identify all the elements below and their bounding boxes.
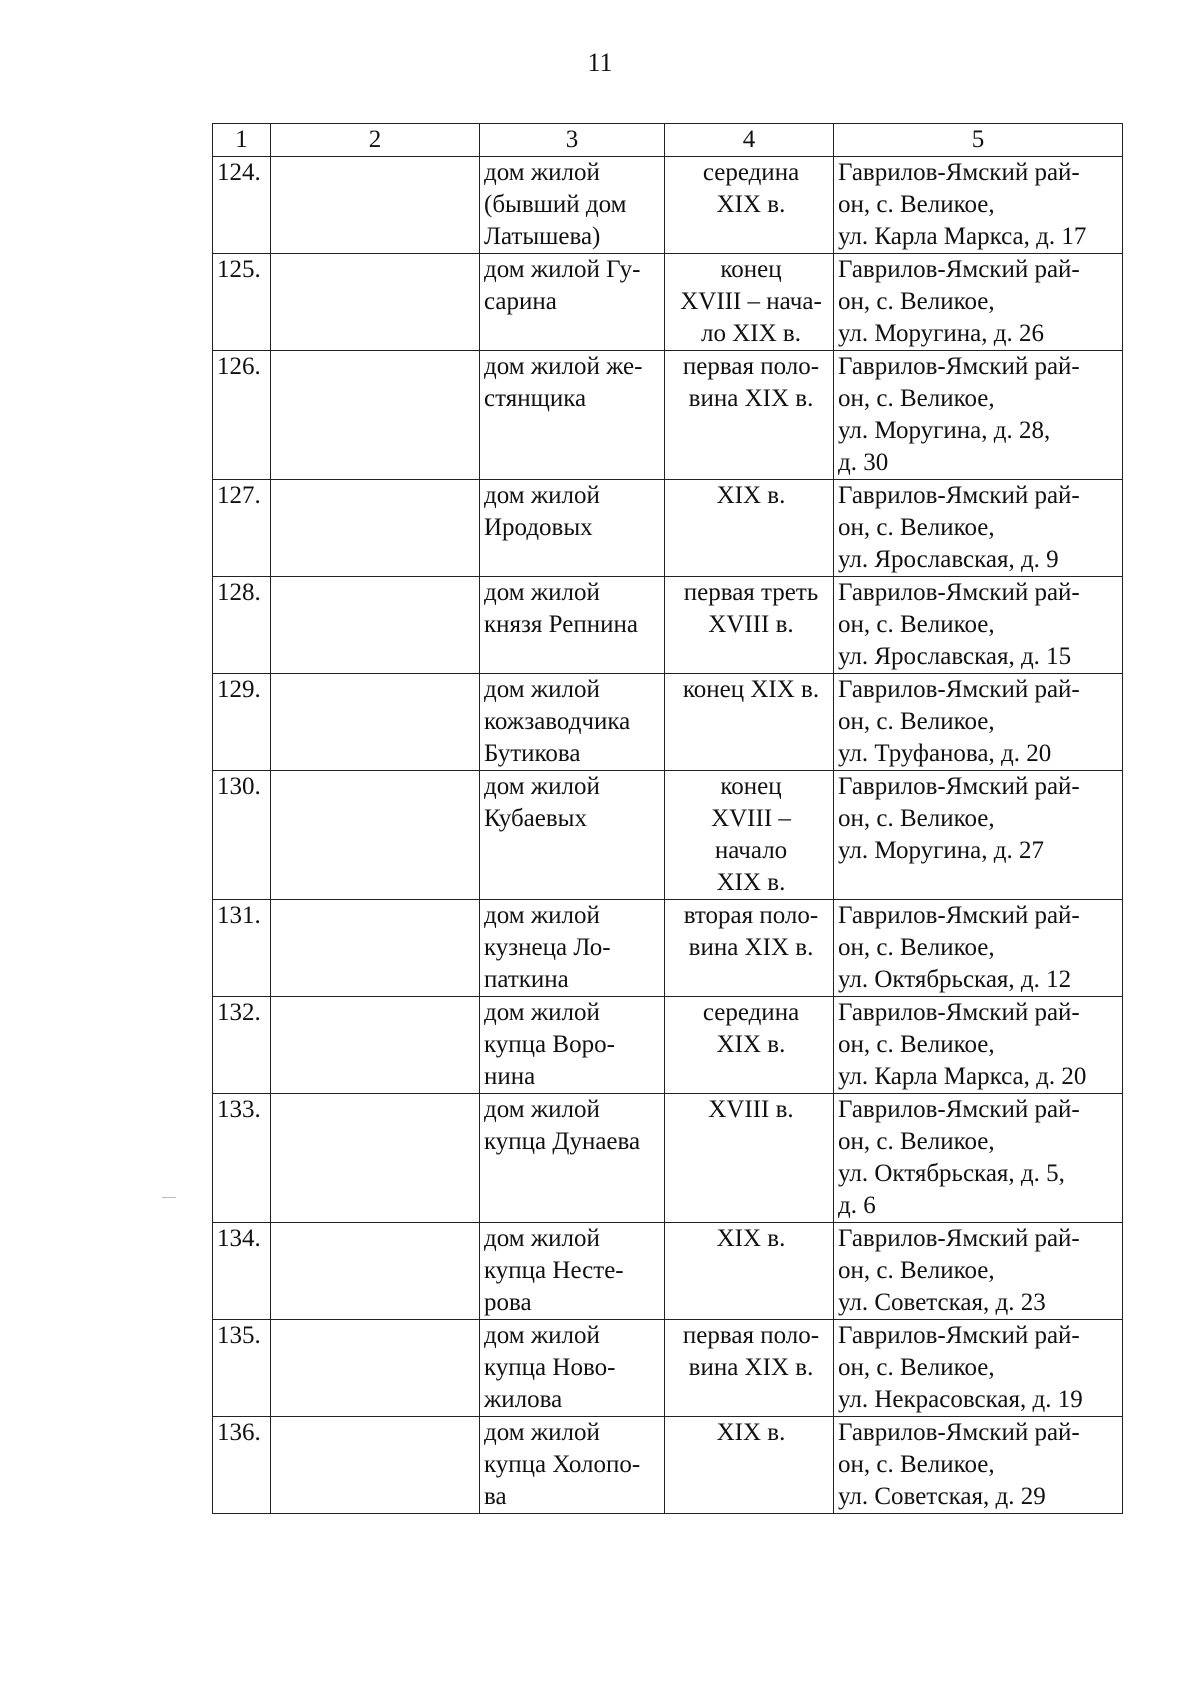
address-cell bbox=[834, 254, 1123, 351]
dating-line: XIX в. bbox=[716, 1225, 786, 1252]
row-number-cell: 136. bbox=[213, 1417, 271, 1514]
object-name-line: дом жилой bbox=[484, 773, 600, 800]
object-name-line: дом жилой bbox=[484, 676, 600, 703]
row-number-cell: 124. bbox=[213, 157, 271, 254]
object-name-line: сарина bbox=[484, 288, 557, 315]
object-category-cell bbox=[271, 1094, 480, 1223]
address-line: Гаврилов-Ямский рай- bbox=[838, 353, 1080, 380]
object-name-line: дом жилой bbox=[484, 1419, 600, 1446]
heritage-registry-table bbox=[212, 123, 1123, 1514]
object-name-cell bbox=[480, 900, 665, 997]
table-row bbox=[213, 674, 1123, 771]
dating-line: первая поло- bbox=[682, 1322, 820, 1349]
dating-cell bbox=[665, 577, 834, 674]
address-cell bbox=[834, 1094, 1123, 1223]
object-name-line: Латышева) bbox=[484, 223, 601, 250]
address-line: ул. Советская, д. 23 bbox=[838, 1289, 1046, 1316]
address-line: Гаврилов-Ямский рай- bbox=[838, 579, 1080, 606]
object-category-cell bbox=[271, 157, 480, 254]
table-row bbox=[213, 1223, 1123, 1320]
object-name-line: купца Ново- bbox=[484, 1354, 616, 1381]
object-name-cell bbox=[480, 771, 665, 900]
object-category-cell bbox=[271, 480, 480, 577]
address-cell bbox=[834, 1417, 1123, 1514]
address-line: Гаврилов-Ямский рай- bbox=[838, 1322, 1080, 1349]
table-row bbox=[213, 254, 1123, 351]
object-name-line: жилова bbox=[484, 1386, 563, 1413]
object-name-line: дом жилой Гу- bbox=[484, 256, 641, 283]
scan-margin-mark bbox=[162, 1197, 176, 1198]
address-line: ул. Моругина, д. 28, bbox=[838, 417, 1051, 444]
object-name-line: дом жилой bbox=[484, 1096, 600, 1123]
object-name-line: купца Холопо- bbox=[484, 1451, 641, 1478]
object-name-line: Иродовых bbox=[484, 514, 593, 541]
dating-cell bbox=[665, 1094, 834, 1223]
address-line: ул. Октябрьская, д. 5, bbox=[838, 1160, 1065, 1187]
dating-line: XVIII – bbox=[711, 805, 791, 832]
dating-line: XIX в. bbox=[716, 869, 786, 896]
row-number-cell: 127. bbox=[213, 480, 271, 577]
object-category-cell bbox=[271, 771, 480, 900]
address-line: Гаврилов-Ямский рай- bbox=[838, 902, 1080, 929]
address-line: Гаврилов-Ямский рай- bbox=[838, 482, 1080, 509]
object-name-cell bbox=[480, 480, 665, 577]
column-header-3: 3 bbox=[480, 124, 665, 157]
object-name-line: дом жилой bbox=[484, 1322, 600, 1349]
address-line: ул. Моругина, д. 26 bbox=[838, 320, 1044, 347]
object-category-cell bbox=[271, 351, 480, 480]
dating-line: конец bbox=[720, 256, 782, 283]
object-name-line: дом жилой bbox=[484, 159, 600, 186]
object-name-line: дом жилой bbox=[484, 579, 600, 606]
object-name-line: паткина bbox=[484, 966, 569, 993]
address-line: Гаврилов-Ямский рай- bbox=[838, 773, 1080, 800]
table-row bbox=[213, 1094, 1123, 1223]
address-line: ул. Октябрьская, д. 12 bbox=[838, 966, 1072, 993]
column-header-1: 1 bbox=[213, 124, 271, 157]
table-row bbox=[213, 1417, 1123, 1514]
dating-cell bbox=[665, 771, 834, 900]
dating-line: XIX в. bbox=[716, 1031, 786, 1058]
dating-line: XIX в. bbox=[716, 482, 786, 509]
dating-cell bbox=[665, 351, 834, 480]
address-line: д. 30 bbox=[838, 449, 889, 476]
address-line: д. 6 bbox=[838, 1192, 876, 1219]
dating-cell bbox=[665, 157, 834, 254]
dating-line: XVIII – нача- bbox=[680, 288, 822, 315]
address-cell bbox=[834, 577, 1123, 674]
address-cell bbox=[834, 157, 1123, 254]
row-number-cell: 128. bbox=[213, 577, 271, 674]
address-line: он, с. Великое, bbox=[838, 934, 995, 961]
object-name-line: рова bbox=[484, 1289, 532, 1316]
object-name-line: дом жилой же- bbox=[484, 353, 643, 380]
address-cell bbox=[834, 480, 1123, 577]
object-name-line: нина bbox=[484, 1063, 536, 1090]
address-line: ул. Советская, д. 29 bbox=[838, 1483, 1046, 1510]
object-name-line: кузнеца Ло- bbox=[484, 934, 611, 961]
row-number-cell: 131. bbox=[213, 900, 271, 997]
object-name-line: купца Дунаева bbox=[484, 1128, 641, 1155]
object-name-line: ва bbox=[484, 1483, 507, 1510]
address-line: ул. Ярославская, д. 9 bbox=[838, 546, 1059, 573]
address-line: он, с. Великое, bbox=[838, 708, 995, 735]
row-number-cell: 134. bbox=[213, 1223, 271, 1320]
dating-line: XVIII в. bbox=[708, 1096, 794, 1123]
column-header-2: 2 bbox=[271, 124, 480, 157]
dating-cell bbox=[665, 997, 834, 1094]
dating-line: вина XIX в. bbox=[688, 1354, 814, 1381]
row-number-cell: 135. bbox=[213, 1320, 271, 1417]
table-row bbox=[213, 577, 1123, 674]
address-line: ул. Ярославская, д. 15 bbox=[838, 643, 1072, 670]
row-number-cell: 125. bbox=[213, 254, 271, 351]
object-name-line: князя Репнина bbox=[484, 611, 638, 638]
table-row bbox=[213, 157, 1123, 254]
object-name-line: дом жилой bbox=[484, 902, 600, 929]
row-number-cell: 133. bbox=[213, 1094, 271, 1223]
address-line: он, с. Великое, bbox=[838, 514, 995, 541]
dating-cell bbox=[665, 254, 834, 351]
object-category-cell bbox=[271, 1320, 480, 1417]
object-name-line: купца Несте- bbox=[484, 1257, 624, 1284]
address-line: он, с. Великое, bbox=[838, 385, 995, 412]
address-line: он, с. Великое, bbox=[838, 1128, 995, 1155]
address-line: он, с. Великое, bbox=[838, 1354, 995, 1381]
object-name-cell bbox=[480, 1223, 665, 1320]
dating-line: середина bbox=[702, 999, 800, 1026]
dating-cell bbox=[665, 1223, 834, 1320]
column-header-5: 5 bbox=[834, 124, 1123, 157]
dating-cell bbox=[665, 1417, 834, 1514]
registry-rows bbox=[213, 157, 1123, 1514]
object-name-cell bbox=[480, 577, 665, 674]
object-category-cell bbox=[271, 900, 480, 997]
table-row bbox=[213, 900, 1123, 997]
address-cell bbox=[834, 1320, 1123, 1417]
address-line: ул. Труфанова, д. 20 bbox=[838, 740, 1052, 767]
dating-line: первая поло- bbox=[682, 353, 820, 380]
address-line: ул. Карла Маркса, д. 20 bbox=[838, 1063, 1087, 1090]
address-cell bbox=[834, 997, 1123, 1094]
object-name-cell bbox=[480, 1417, 665, 1514]
address-line: он, с. Великое, bbox=[838, 288, 995, 315]
dating-line: XIX в. bbox=[716, 191, 786, 218]
object-category-cell bbox=[271, 577, 480, 674]
address-cell bbox=[834, 1223, 1123, 1320]
row-number-cell: 129. bbox=[213, 674, 271, 771]
dating-line: начало bbox=[714, 837, 788, 864]
dating-cell bbox=[665, 900, 834, 997]
address-cell bbox=[834, 771, 1123, 900]
table-row bbox=[213, 997, 1123, 1094]
dating-cell bbox=[665, 1320, 834, 1417]
object-name-line: Кубаевых bbox=[484, 805, 587, 832]
dating-line: конец bbox=[720, 773, 782, 800]
address-line: Гаврилов-Ямский рай- bbox=[838, 159, 1080, 186]
object-name-cell bbox=[480, 351, 665, 480]
object-name-line: стянщика bbox=[484, 385, 587, 412]
object-name-line: (бывший дом bbox=[484, 191, 627, 218]
dating-line: вторая поло- bbox=[683, 902, 819, 929]
address-line: он, с. Великое, bbox=[838, 805, 995, 832]
object-name-cell bbox=[480, 157, 665, 254]
address-line: он, с. Великое, bbox=[838, 1031, 995, 1058]
address-line: ул. Некрасовская, д. 19 bbox=[838, 1386, 1083, 1413]
object-category-cell bbox=[271, 997, 480, 1094]
column-header-4: 4 bbox=[665, 124, 834, 157]
address-line: Гаврилов-Ямский рай- bbox=[838, 999, 1080, 1026]
row-number-cell: 126. bbox=[213, 351, 271, 480]
dating-line: ло XIX в. bbox=[701, 320, 801, 347]
object-name-line: дом жилой bbox=[484, 999, 600, 1026]
address-line: он, с. Великое, bbox=[838, 191, 995, 218]
dating-line: вина XIX в. bbox=[688, 934, 814, 961]
object-category-cell bbox=[271, 1417, 480, 1514]
table-row bbox=[213, 480, 1123, 577]
address-line: Гаврилов-Ямский рай- bbox=[838, 1096, 1080, 1123]
object-name-cell bbox=[480, 254, 665, 351]
dating-cell bbox=[665, 480, 834, 577]
dating-line: середина bbox=[702, 159, 800, 186]
object-category-cell bbox=[271, 1223, 480, 1320]
object-category-cell bbox=[271, 674, 480, 771]
row-number-cell: 130. bbox=[213, 771, 271, 900]
row-number-cell: 132. bbox=[213, 997, 271, 1094]
address-line: Гаврилов-Ямский рай- bbox=[838, 256, 1080, 283]
address-line: ул. Моругина, д. 27 bbox=[838, 837, 1044, 864]
address-cell bbox=[834, 900, 1123, 997]
object-name-cell bbox=[480, 674, 665, 771]
object-name-line: Бутикова bbox=[484, 740, 581, 767]
address-line: он, с. Великое, bbox=[838, 1451, 995, 1478]
address-line: ул. Карла Маркса, д. 17 bbox=[838, 223, 1087, 250]
address-line: Гаврилов-Ямский рай- bbox=[838, 1225, 1080, 1252]
dating-line: XIX в. bbox=[716, 1419, 786, 1446]
address-line: он, с. Великое, bbox=[838, 1257, 995, 1284]
object-name-cell bbox=[480, 1320, 665, 1417]
address-line: Гаврилов-Ямский рай- bbox=[838, 1419, 1080, 1446]
address-cell bbox=[834, 674, 1123, 771]
object-name-line: купца Воро- bbox=[484, 1031, 615, 1058]
address-line: Гаврилов-Ямский рай- bbox=[838, 676, 1080, 703]
address-cell bbox=[834, 351, 1123, 480]
table-row bbox=[213, 1320, 1123, 1417]
object-name-cell bbox=[480, 1094, 665, 1223]
table-row bbox=[213, 351, 1123, 480]
dating-line: XVIII в. bbox=[708, 611, 794, 638]
dating-line: первая треть bbox=[683, 579, 819, 606]
dating-line: вина XIX в. bbox=[688, 385, 814, 412]
column-number-row bbox=[213, 124, 1123, 157]
table-row bbox=[213, 771, 1123, 900]
object-category-cell bbox=[271, 254, 480, 351]
object-name-line: дом жилой bbox=[484, 1225, 600, 1252]
page-number: 11 bbox=[587, 48, 613, 77]
object-name-line: кожзаводчика bbox=[484, 708, 631, 735]
dating-line: конец XIX в. bbox=[682, 676, 820, 703]
dating-cell bbox=[665, 674, 834, 771]
object-name-line: дом жилой bbox=[484, 482, 600, 509]
object-name-cell bbox=[480, 997, 665, 1094]
address-line: он, с. Великое, bbox=[838, 611, 995, 638]
